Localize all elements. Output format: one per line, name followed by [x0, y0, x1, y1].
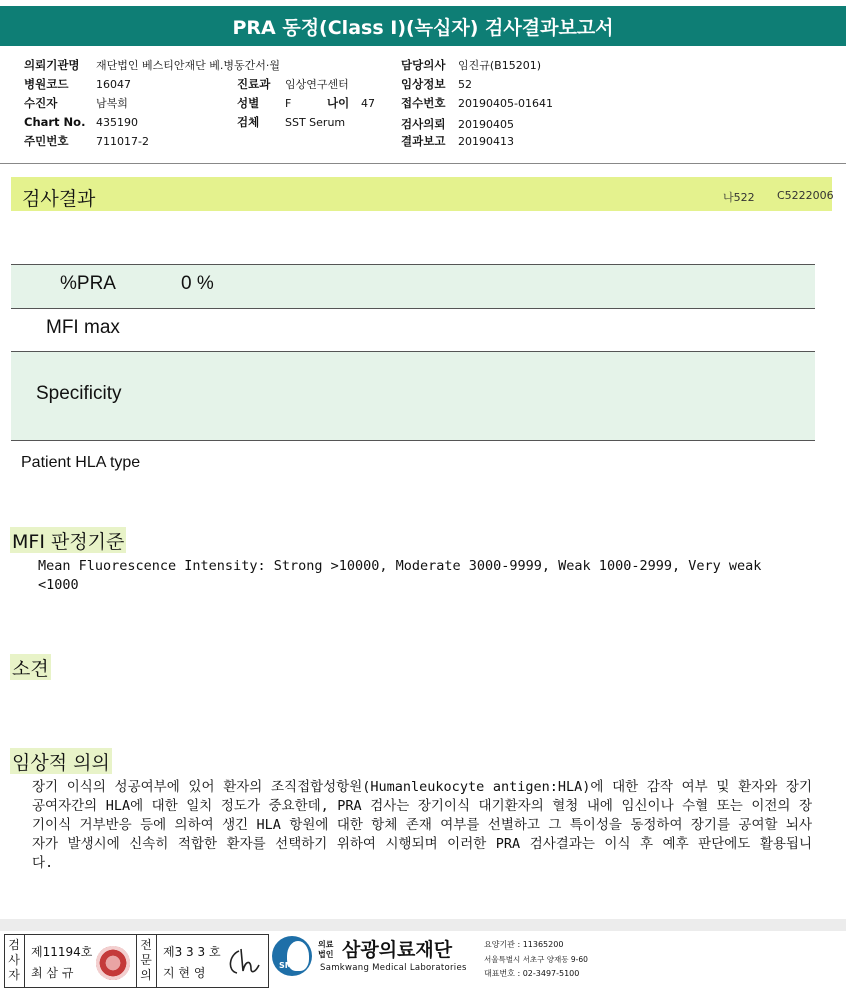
signature-box: [4, 934, 269, 988]
mfi-criteria-text: Mean Fluorescence Intensity: Strong >10000, Moderate 3000-9999, Weak 1000-2999, Very weak <1000: [38, 558, 762, 593]
specialist-name: 지 현 영: [163, 966, 206, 980]
info-hospital-code: 병원코드 16047: [24, 77, 131, 91]
info-requesting-org: 의뢰기관명 재단법인 베스티안재단 베.병동간서·월: [24, 58, 281, 72]
logo-small-text: 의료법인: [318, 940, 334, 959]
specialist-number: 제3 3 3 호: [163, 945, 221, 959]
info-patient: 수진자 남복희: [24, 96, 128, 110]
footer-band: [0, 919, 846, 931]
patient-hla-label: Patient HLA type: [21, 454, 141, 471]
report-title: PRA 동정(Class I)(녹십자) 검사결과보고서: [0, 6, 846, 46]
pra-row: [11, 265, 815, 308]
info-test-request: 검사의뢰 20190405: [401, 117, 514, 131]
tester-number: 제11194호: [31, 945, 93, 959]
table-line-2: [11, 308, 815, 309]
info-result-report: 결과보고 20190413: [401, 134, 514, 148]
tester-seal-icon: [96, 946, 130, 980]
specialist-label: 전문의: [140, 938, 152, 982]
info-sex: 성별 F: [237, 96, 292, 110]
org-code: 요양기관 : 11365200: [484, 940, 564, 949]
table-line-4: [11, 440, 815, 441]
result-header-band: [11, 177, 832, 211]
table-line-3: [11, 351, 815, 352]
org-address: 서울특별시 서초구 양재동 9-60: [484, 955, 588, 964]
info-receipt-no: 접수번호 20190405-01641: [401, 96, 553, 110]
info-specimen: 검체 SST Serum: [237, 115, 346, 129]
info-resident-no: 주민번호 711017-2: [24, 134, 149, 148]
info-chart-no: Chart No. 435190: [24, 115, 138, 129]
result-code-2: C5222006: [777, 189, 834, 202]
info-age: 나이 47: [327, 96, 375, 110]
mfi-max-label: MFI max: [46, 317, 120, 338]
table-line-1: [11, 264, 815, 265]
info-doctor: 담당의사 임진규(B15201): [401, 58, 541, 72]
pra-value: 0 %: [181, 273, 214, 294]
org-name: 삼광의료재단: [342, 939, 453, 961]
info-divider: [0, 163, 846, 164]
tester-label: 검사자: [8, 938, 20, 982]
signature-mark: [225, 945, 263, 979]
specificity-label: Specificity: [36, 383, 122, 404]
clinical-text: 장기 이식의 성공여부에 있어 환자의 조직접합성항원(Humanleukocyte antigen:HLA)에 대한 감작 여부 및 환자와 장기공여자간의 HLA에 대한 일치 정도가 중요한데, PRA 검사는 장기이식 대기환자의 혈청 내에 임신이나 수혈 또는 이전의 장기이식 거부반응 등에 의하여 생긴 HLA 항원에 대한 항체 존재 여부를 선별하고 그 특이성을 동정하여 장기를 공여할 뇌사자가 발생시에 신속히 적합한 환자를 선택하기 위하여 시행되며 이러한 PRA 검사결과는 이식 후 예후 판단에도 활용됩니다.: [32, 779, 812, 871]
opinion-heading: 소견: [10, 654, 51, 680]
pra-label: %PRA: [60, 273, 116, 294]
clinical-heading: 임상적 의의: [10, 748, 112, 774]
mfi-criteria-heading: MFI 판정기준: [10, 527, 126, 553]
info-clinical-info: 임상정보 52: [401, 77, 472, 91]
logo-text: SML: [279, 961, 298, 970]
org-phone: 대표번호 : 02-3497-5100: [484, 969, 580, 978]
tester-name: 최 삼 규: [31, 966, 74, 980]
result-heading: 검사결과: [22, 188, 96, 210]
specificity-row: [11, 352, 815, 440]
org-name-en: Samkwang Medical Laboratories: [320, 963, 467, 973]
result-code-1: 나522: [723, 191, 755, 204]
info-department: 진료과 임상연구센터: [237, 77, 349, 91]
